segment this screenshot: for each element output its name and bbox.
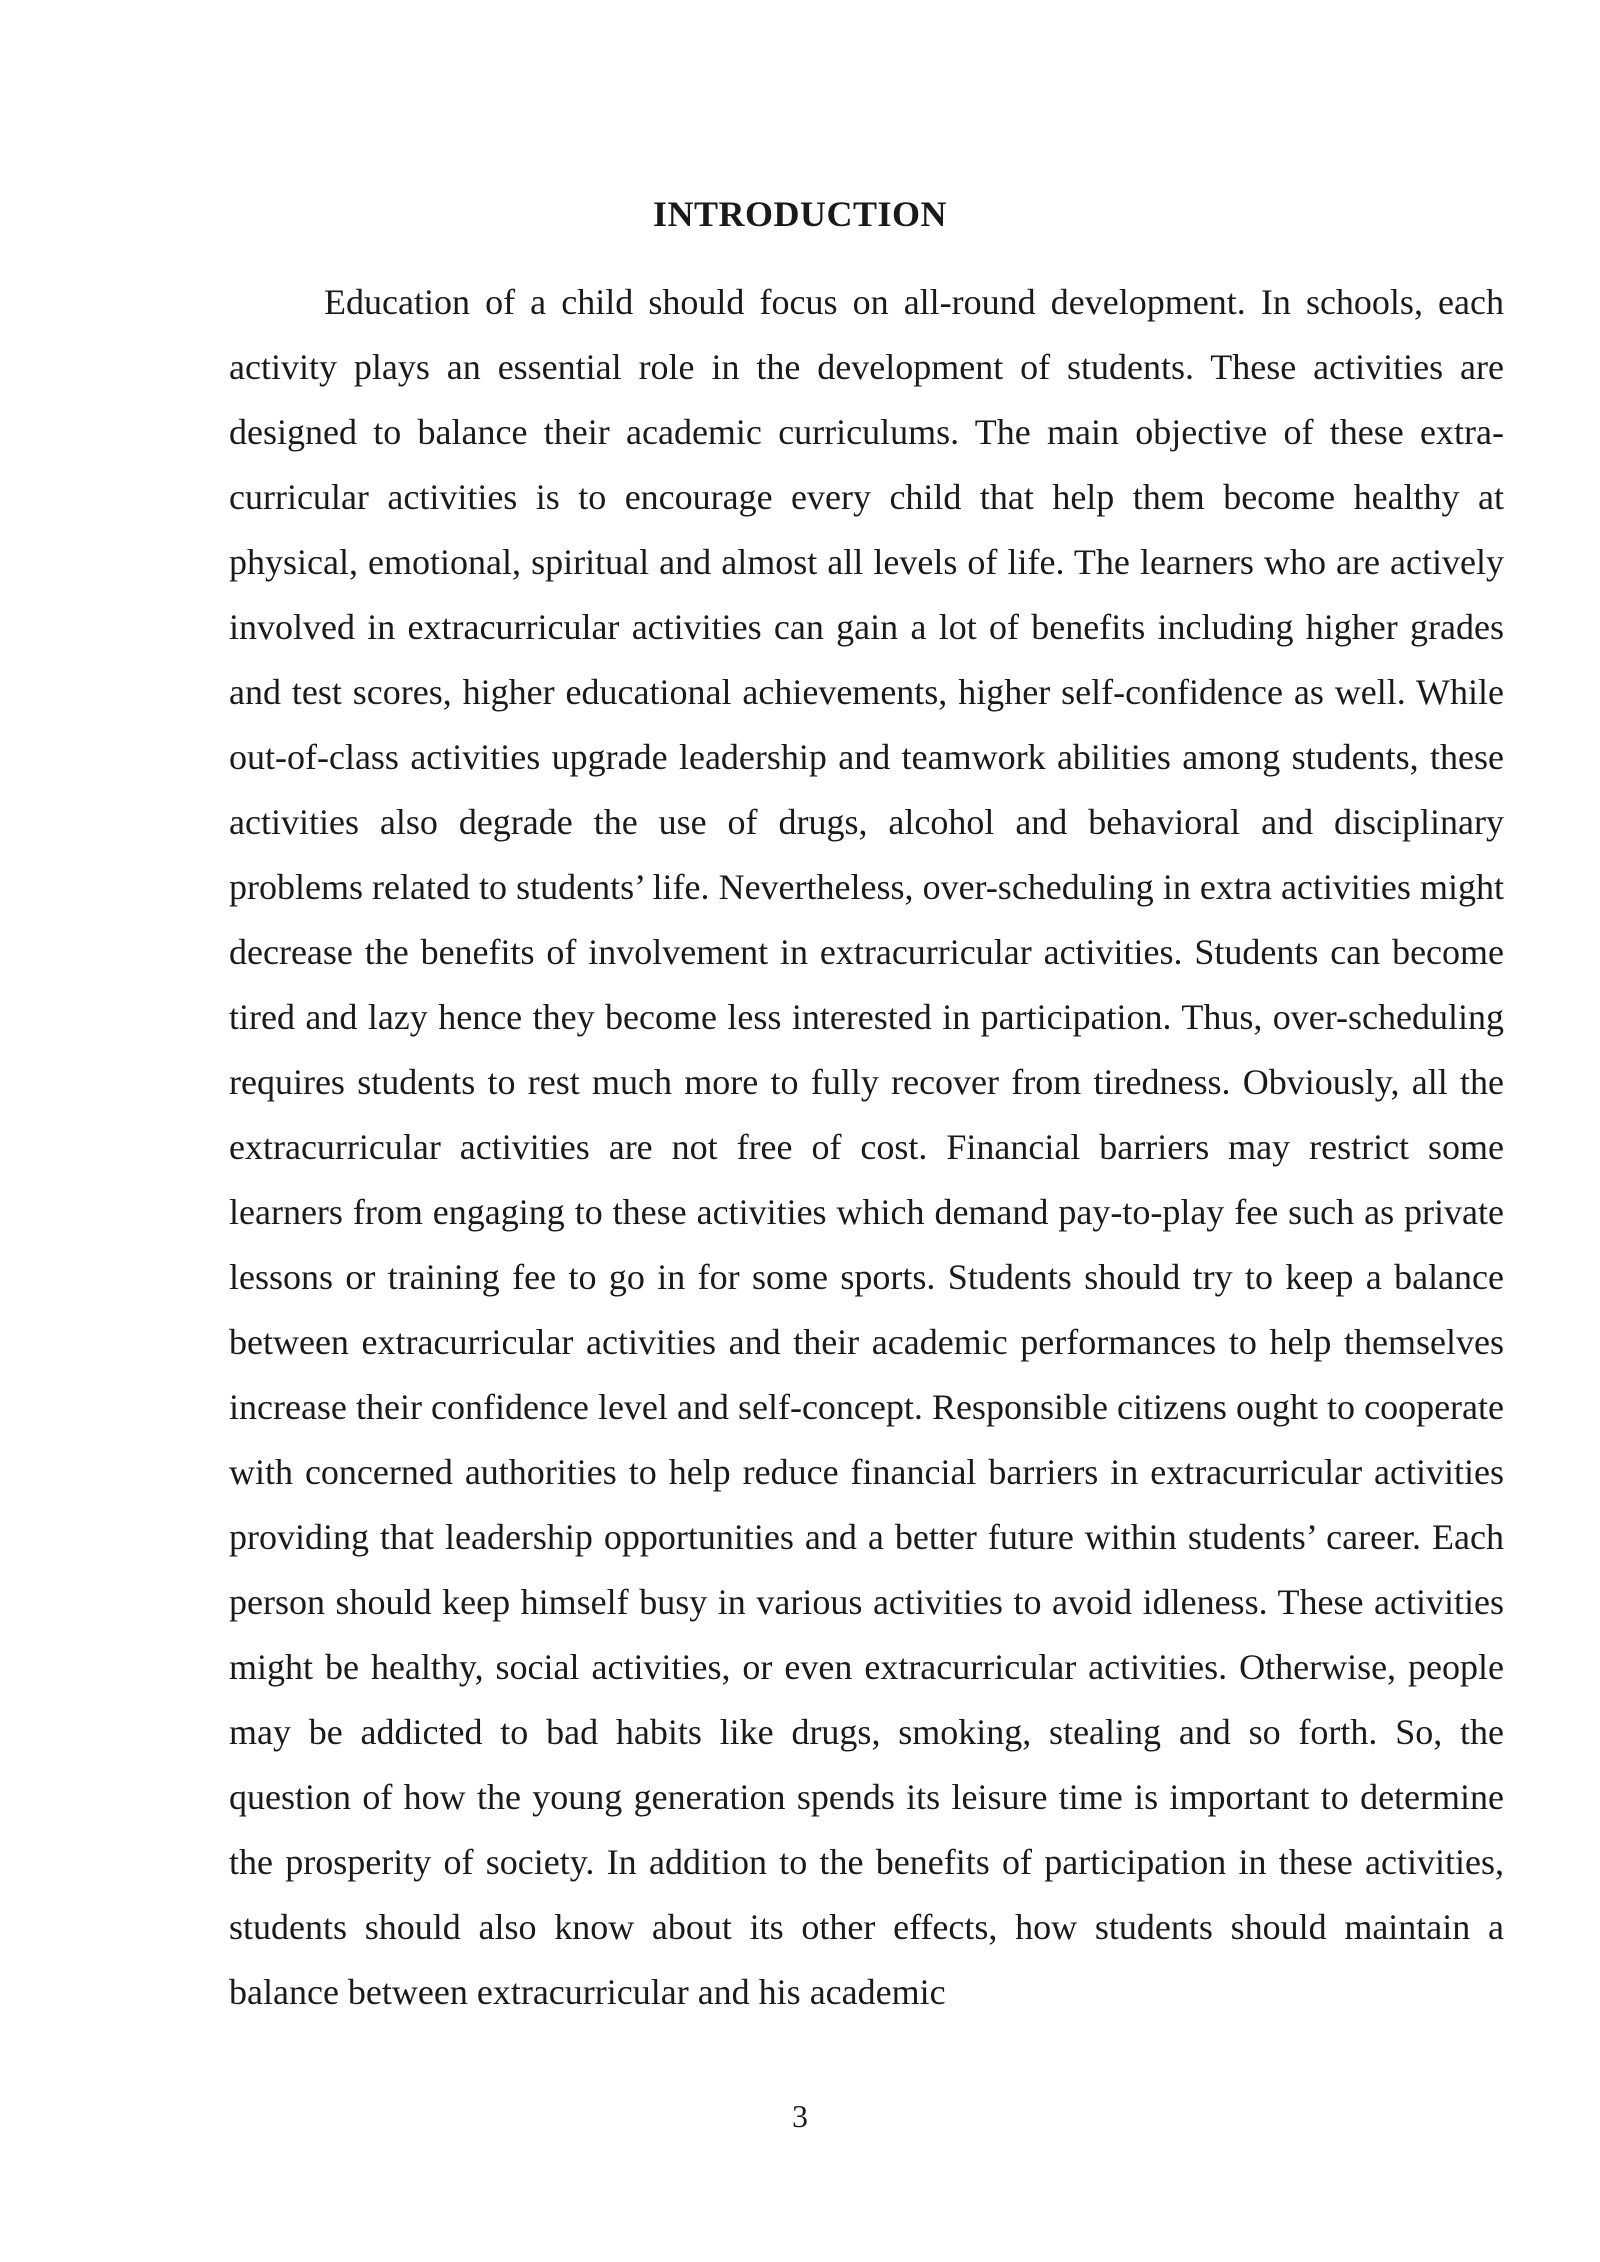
section-heading: INTRODUCTION xyxy=(652,194,948,234)
body-paragraph: Education of a child should focus on all-round development. In schools, each activity plays an essential role in the development of students. These activities are designed to balance their academic curriculums. The main objective of these extra-curricular activities is to encourage every child that help them become healthy at physical, emotional, spiritual and almost all levels of life. The learners who are actively involved in extracurricular activities can gain a lot of benefits including higher grades and test scores, higher educational achievements, higher self-confidence as well. While out-of-class activities upgrade leadership and teamwork abilities among students, these activities also degrade the use of drugs, alcohol and behavioral and disciplinary problems related to students’ life. Nevertheless, over-scheduling in extra activities might decrease the benefits of involvement in extracurricular activities. Students can become tired and lazy hence they become less interested in participation. Thus, over-scheduling requires students to rest much more to fully recover from tiredness. Obviously, all the extracurricular activities are not free of cost. Financial barriers may restrict some learners from engaging to these activities which demand pay-to-play fee such as private lessons or training fee to go in for some sports. Students should try to keep a balance between extracurricular activities and their academic performances to help themselves increase their confidence level and self-concept. Responsible citizens ought to cooperate with concerned authorities to help reduce financial barriers in extracurricular activities providing that leadership opportunities and a better future within students’ career. Each person should keep himself busy in various activities to avoid idleness. These activities might be healthy, social activities, or even extracurricular activities. Otherwise, people may be addicted to bad habits like drugs, smoking, stealing and so forth. So, the question of how the young generation spends its leisure time is important to determine the prosperity of society. In addition to the benefits of participation in these activities, students should also know about its other effects, how students should maintain a balance between extracurricular and his academic xyxy=(229,282,1504,2012)
page-number: 3 xyxy=(792,2098,808,2134)
